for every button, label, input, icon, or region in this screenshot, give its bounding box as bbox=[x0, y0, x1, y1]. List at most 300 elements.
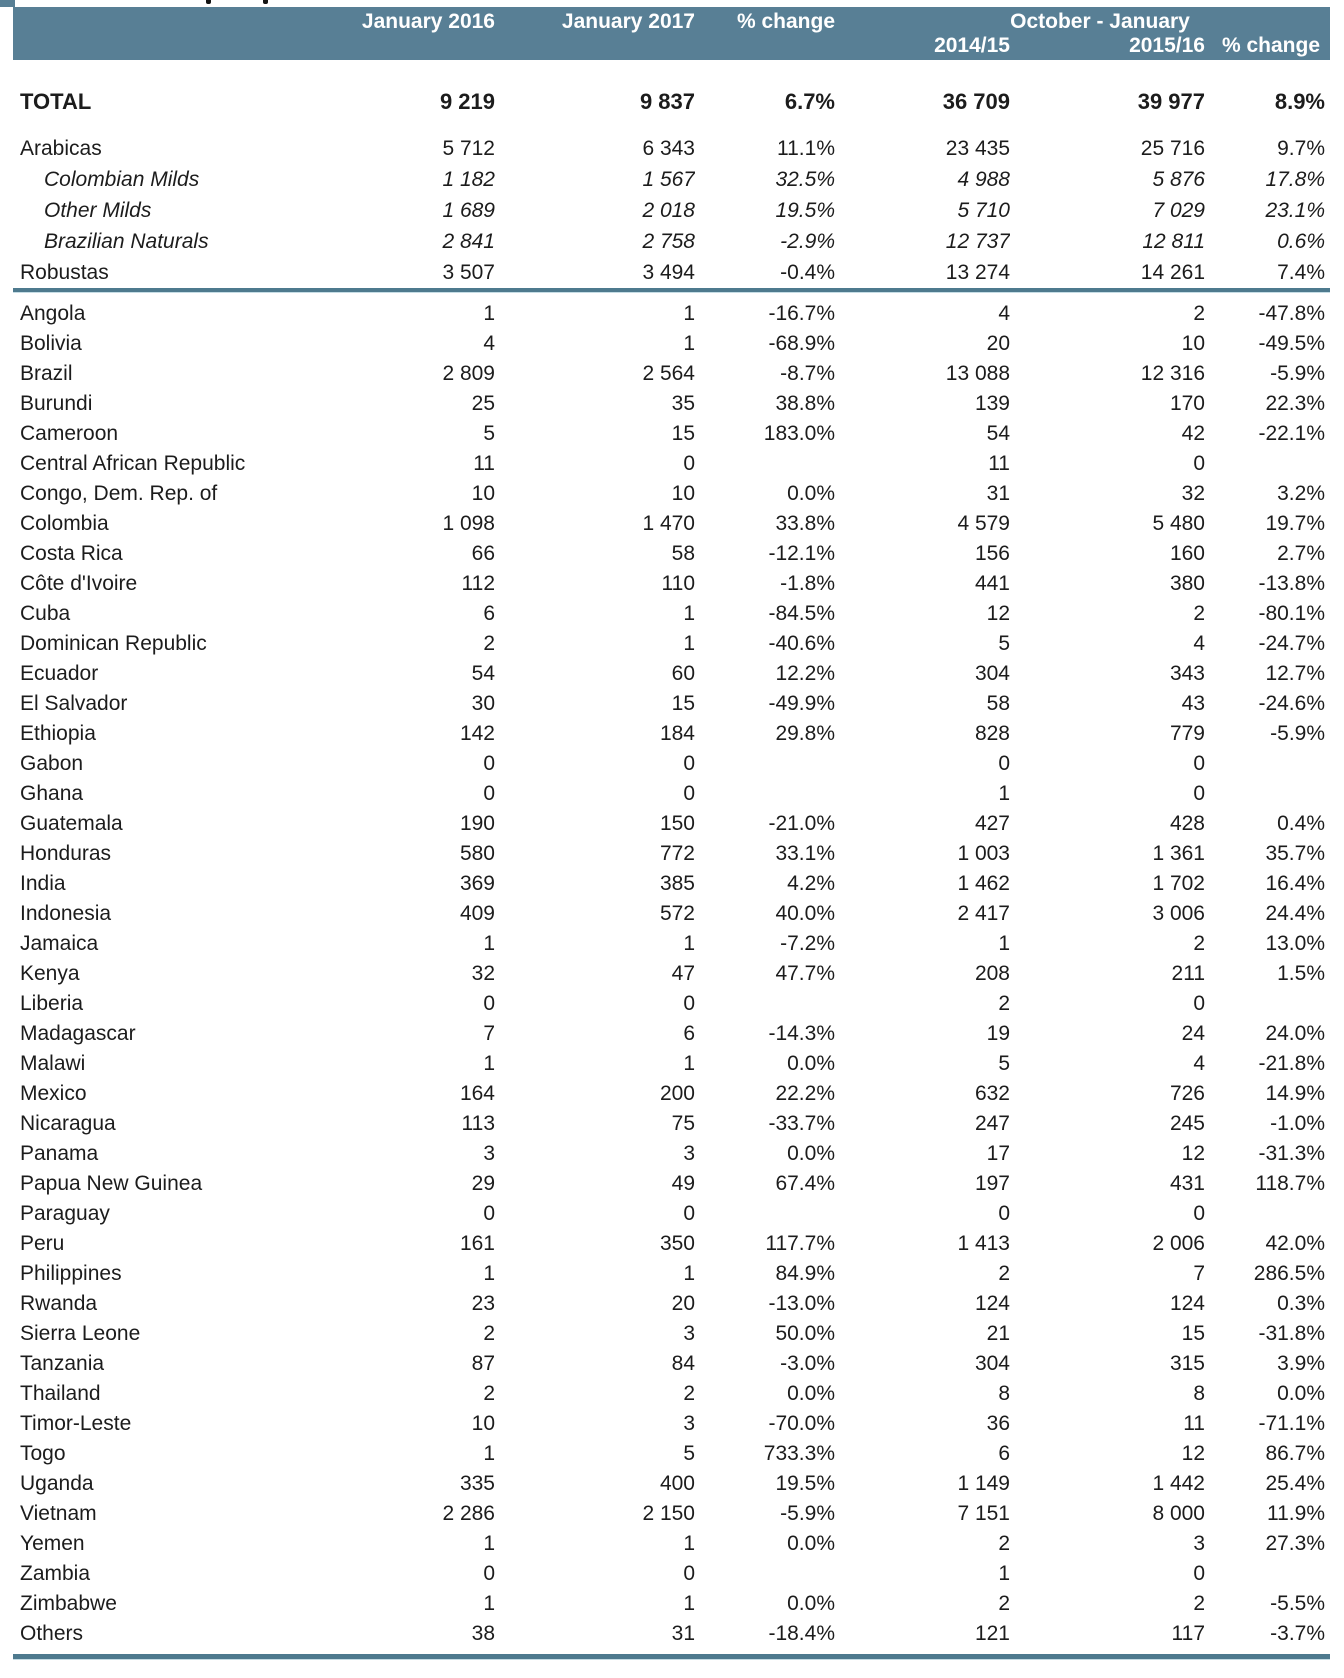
table-row bbox=[0, 1529, 1344, 1559]
table-row bbox=[0, 1319, 1344, 1349]
cell-jan-2017: 3 bbox=[683, 1322, 695, 1345]
cell-oct-jan-pct-change: 286.5% bbox=[1253, 1262, 1325, 1285]
cell-pct-change: 40.0% bbox=[775, 902, 835, 925]
cell-oct-jan-pct-change: 27.3% bbox=[1265, 1532, 1325, 1555]
cell-2014-15: 17 bbox=[986, 1142, 1010, 1165]
cell-pct-change: 33.8% bbox=[775, 512, 835, 535]
cell-oct-jan-pct-change bbox=[1205, 1199, 1325, 1229]
table-row bbox=[0, 359, 1344, 389]
row-label: Robustas bbox=[20, 261, 109, 284]
cell-jan-2017: 60 bbox=[671, 662, 695, 685]
cell-pct-change: -49.9% bbox=[768, 692, 835, 715]
cell-jan-2017: 0 bbox=[683, 992, 695, 1015]
cell-pct-change: -1.8% bbox=[780, 572, 835, 595]
table-row bbox=[0, 226, 1344, 257]
row-label: TOTAL bbox=[20, 89, 92, 114]
cell-jan-2017: 385 bbox=[659, 872, 695, 895]
row-label: Arabicas bbox=[20, 137, 102, 160]
cell-2015-16: 12 bbox=[1181, 1142, 1205, 1165]
cell-2015-16: 0 bbox=[1193, 992, 1205, 1015]
cell-2014-15: 4 988 bbox=[957, 168, 1010, 191]
cell-2014-15: 427 bbox=[974, 812, 1010, 835]
cell-jan-2016: 3 507 bbox=[442, 261, 495, 284]
row-label: Others bbox=[20, 1622, 84, 1645]
table-row bbox=[0, 329, 1344, 359]
cell-jan-2017: 35 bbox=[671, 392, 695, 415]
cell-pct-change bbox=[695, 779, 835, 809]
cell-2014-15: 1 003 bbox=[957, 842, 1010, 865]
cell-oct-jan-pct-change: 23.1% bbox=[1265, 199, 1325, 222]
cell-oct-jan-pct-change: 0.4% bbox=[1277, 812, 1325, 835]
cell-oct-jan-pct-change: -31.8% bbox=[1258, 1322, 1325, 1345]
cell-oct-jan-pct-change: 1.5% bbox=[1277, 962, 1325, 985]
row-label: Tanzania bbox=[20, 1352, 105, 1375]
cell-oct-jan-pct-change: 9.7% bbox=[1277, 137, 1325, 160]
cell-jan-2016: 2 bbox=[483, 632, 495, 655]
cell-2014-15: 58 bbox=[986, 692, 1010, 715]
table-row bbox=[0, 899, 1344, 929]
row-label: Timor-Leste bbox=[20, 1412, 132, 1435]
cell-oct-jan-pct-change bbox=[1205, 989, 1325, 1019]
row-label: Zambia bbox=[20, 1562, 91, 1585]
table-row bbox=[0, 1109, 1344, 1139]
header-2014-15: 2014/15 bbox=[934, 34, 1010, 57]
cell-2015-16: 0 bbox=[1193, 1202, 1205, 1225]
cell-2014-15: 0 bbox=[998, 1202, 1010, 1225]
header-october-january-group: October - January bbox=[1010, 10, 1190, 33]
cell-pct-change: -68.9% bbox=[768, 332, 835, 355]
table-row bbox=[0, 1019, 1344, 1049]
cell-jan-2016: 7 bbox=[483, 1022, 495, 1045]
cell-oct-jan-pct-change: 42.0% bbox=[1265, 1232, 1325, 1255]
cell-pct-change: 84.9% bbox=[775, 1262, 835, 1285]
header-january-2017: January 2017 bbox=[561, 10, 695, 33]
cell-2015-16: 428 bbox=[1169, 812, 1205, 835]
header-spacer bbox=[1205, 7, 1325, 36]
row-label: Liberia bbox=[20, 992, 84, 1015]
cell-pct-change bbox=[695, 749, 835, 779]
table-row bbox=[0, 449, 1344, 479]
table-row bbox=[0, 989, 1344, 1019]
cell-oct-jan-pct-change: 35.7% bbox=[1265, 842, 1325, 865]
cell-2014-15: 1 bbox=[998, 932, 1010, 955]
cell-jan-2016: 3 bbox=[483, 1142, 495, 1165]
row-label: Sierra Leone bbox=[20, 1322, 141, 1345]
cell-2015-16: 32 bbox=[1181, 482, 1205, 505]
cell-jan-2017: 2 bbox=[683, 1382, 695, 1405]
cell-oct-jan-pct-change: 17.8% bbox=[1265, 168, 1325, 191]
row-label: Malawi bbox=[20, 1052, 86, 1075]
cell-2015-16: 5 876 bbox=[1152, 168, 1205, 191]
cell-2014-15: 36 709 bbox=[942, 89, 1010, 114]
table-row bbox=[0, 599, 1344, 629]
table-row bbox=[0, 299, 1344, 329]
row-label: Brazil bbox=[20, 362, 73, 385]
cell-pct-change: -8.7% bbox=[780, 362, 835, 385]
cell-2015-16: 24 bbox=[1181, 1022, 1205, 1045]
cell-pct-change: 6.7% bbox=[784, 89, 835, 114]
cell-2014-15: 139 bbox=[974, 392, 1010, 415]
cell-2015-16: 2 bbox=[1193, 1592, 1205, 1615]
cell-oct-jan-pct-change bbox=[1205, 749, 1325, 779]
cell-jan-2016: 5 bbox=[483, 422, 495, 445]
table-row bbox=[0, 133, 1344, 164]
cell-jan-2016: 11 bbox=[473, 452, 495, 475]
table-row bbox=[0, 539, 1344, 569]
cell-oct-jan-pct-change: 12.7% bbox=[1265, 662, 1325, 685]
cell-pct-change: -18.4% bbox=[768, 1622, 835, 1645]
cell-pct-change: 0.0% bbox=[787, 482, 835, 505]
cell-2015-16: 4 bbox=[1193, 1052, 1205, 1075]
cell-pct-change: -13.0% bbox=[768, 1292, 835, 1315]
cell-jan-2016: 4 bbox=[483, 332, 495, 355]
cell-pct-change: -3.0% bbox=[780, 1352, 835, 1375]
table-row bbox=[0, 1559, 1344, 1589]
cell-2015-16: 0 bbox=[1193, 452, 1205, 475]
cell-2014-15: 156 bbox=[974, 542, 1010, 565]
table-row bbox=[0, 1229, 1344, 1259]
row-label: Yemen bbox=[20, 1532, 85, 1555]
cell-jan-2016: 23 bbox=[471, 1292, 495, 1315]
cropped-teal-fragment bbox=[0, 0, 15, 7]
row-label: Philippines bbox=[20, 1262, 122, 1285]
cell-pct-change: -7.2% bbox=[780, 932, 835, 955]
table-row bbox=[0, 164, 1344, 195]
cell-jan-2017: 350 bbox=[659, 1232, 695, 1255]
row-label: Other Milds bbox=[44, 199, 152, 222]
cell-pct-change bbox=[695, 1559, 835, 1589]
cell-2015-16: 3 bbox=[1193, 1532, 1205, 1555]
cell-jan-2016: 1 bbox=[483, 1592, 495, 1615]
cell-2015-16: 343 bbox=[1169, 662, 1205, 685]
cell-jan-2017: 3 bbox=[683, 1142, 695, 1165]
table-row bbox=[0, 1439, 1344, 1469]
cell-2014-15: 124 bbox=[974, 1292, 1010, 1315]
cell-2015-16: 39 977 bbox=[1137, 89, 1205, 114]
cell-2014-15: 13 088 bbox=[945, 362, 1010, 385]
total-section bbox=[0, 84, 1344, 120]
table-row bbox=[0, 509, 1344, 539]
cell-2015-16: 42 bbox=[1181, 422, 1205, 445]
cell-jan-2017: 9 837 bbox=[639, 89, 695, 114]
cell-2015-16: 4 bbox=[1193, 632, 1205, 655]
cell-jan-2016: 1 689 bbox=[442, 199, 495, 222]
cell-2015-16: 211 bbox=[1171, 962, 1205, 985]
cell-jan-2016: 10 bbox=[471, 1412, 495, 1435]
cell-oct-jan-pct-change: -3.7% bbox=[1270, 1622, 1325, 1645]
cell-2014-15: 121 bbox=[974, 1622, 1010, 1645]
cell-2014-15: 2 bbox=[998, 1262, 1010, 1285]
cell-jan-2016: 0 bbox=[483, 992, 495, 1015]
section-divider-highlight bbox=[13, 292, 1330, 293]
row-label: Angola bbox=[20, 302, 86, 325]
cell-pct-change: 50.0% bbox=[775, 1322, 835, 1345]
table-row bbox=[0, 839, 1344, 869]
cell-jan-2016: 29 bbox=[471, 1172, 495, 1195]
cell-oct-jan-pct-change: -24.7% bbox=[1258, 632, 1325, 655]
cell-pct-change: -84.5% bbox=[768, 602, 835, 625]
cell-jan-2017: 3 bbox=[683, 1412, 695, 1435]
cell-2014-15: 441 bbox=[974, 572, 1010, 595]
cell-pct-change: 0.0% bbox=[787, 1382, 835, 1405]
cell-jan-2017: 184 bbox=[659, 722, 695, 745]
table-row bbox=[0, 929, 1344, 959]
row-label: Gabon bbox=[20, 752, 84, 775]
cell-jan-2017: 1 bbox=[683, 932, 695, 955]
cell-pct-change: 32.5% bbox=[775, 168, 835, 191]
cell-2015-16: 12 811 bbox=[1142, 230, 1205, 253]
cell-oct-jan-pct-change: -13.8% bbox=[1258, 572, 1325, 595]
cell-jan-2017: 47 bbox=[671, 962, 695, 985]
cell-pct-change: 0.0% bbox=[787, 1142, 835, 1165]
cell-2015-16: 315 bbox=[1169, 1352, 1205, 1375]
row-label: Mexico bbox=[20, 1082, 87, 1105]
cell-2014-15: 2 bbox=[998, 992, 1010, 1015]
cell-jan-2016: 409 bbox=[459, 902, 495, 925]
cell-jan-2017: 1 bbox=[683, 1052, 695, 1075]
cell-jan-2017: 0 bbox=[683, 452, 695, 475]
table-row bbox=[0, 1139, 1344, 1169]
cell-pct-change: 19.5% bbox=[775, 199, 835, 222]
cell-2014-15: 5 bbox=[998, 1052, 1010, 1075]
cell-pct-change: 183.0% bbox=[763, 422, 835, 445]
cell-2014-15: 5 710 bbox=[957, 199, 1010, 222]
header-pct-change-oct-jan: % change bbox=[1221, 34, 1320, 57]
cell-2015-16: 2 bbox=[1193, 302, 1205, 325]
cell-2014-15: 197 bbox=[974, 1172, 1010, 1195]
cell-jan-2017: 1 470 bbox=[642, 512, 695, 535]
cell-2015-16: 726 bbox=[1169, 1082, 1205, 1105]
cell-pct-change: 12.2% bbox=[775, 662, 835, 685]
table-row bbox=[0, 1379, 1344, 1409]
table-row bbox=[0, 1409, 1344, 1439]
cell-jan-2016: 1 098 bbox=[442, 512, 495, 535]
cell-2014-15: 8 bbox=[998, 1382, 1010, 1405]
row-label: Dominican Republic bbox=[20, 632, 207, 655]
cell-2015-16: 0 bbox=[1193, 782, 1205, 805]
cell-2014-15: 2 bbox=[998, 1532, 1010, 1555]
cell-oct-jan-pct-change: 11.9% bbox=[1267, 1502, 1325, 1525]
cell-jan-2017: 572 bbox=[659, 902, 695, 925]
cell-2014-15: 1 bbox=[998, 1562, 1010, 1585]
cell-jan-2016: 1 bbox=[483, 1442, 495, 1465]
cell-jan-2016: 5 712 bbox=[442, 137, 495, 160]
cell-oct-jan-pct-change: 24.4% bbox=[1265, 902, 1325, 925]
cell-2015-16: 160 bbox=[1169, 542, 1205, 565]
cell-jan-2017: 58 bbox=[671, 542, 695, 565]
cell-2015-16: 11 bbox=[1183, 1412, 1205, 1435]
cell-2015-16: 12 bbox=[1181, 1442, 1205, 1465]
cell-pct-change: 47.7% bbox=[775, 962, 835, 985]
row-label: Rwanda bbox=[20, 1292, 98, 1315]
row-label: Ghana bbox=[20, 782, 84, 805]
cell-jan-2016: 112 bbox=[461, 572, 495, 595]
cell-2014-15: 304 bbox=[974, 1352, 1010, 1375]
cell-2014-15: 1 149 bbox=[957, 1472, 1010, 1495]
cell-2014-15: 632 bbox=[974, 1082, 1010, 1105]
row-label: El Salvador bbox=[20, 692, 128, 715]
cell-2014-15: 31 bbox=[986, 482, 1010, 505]
cell-jan-2016: 25 bbox=[471, 392, 495, 415]
cell-2014-15: 5 bbox=[998, 632, 1010, 655]
cell-oct-jan-pct-change: -31.3% bbox=[1258, 1142, 1325, 1165]
cell-jan-2017: 84 bbox=[671, 1352, 695, 1375]
cell-2014-15: 2 bbox=[998, 1592, 1010, 1615]
cell-pct-change: 29.8% bbox=[775, 722, 835, 745]
cell-jan-2016: 113 bbox=[461, 1112, 495, 1135]
table-row bbox=[0, 1289, 1344, 1319]
cell-pct-change: 33.1% bbox=[775, 842, 835, 865]
table-row bbox=[0, 1499, 1344, 1529]
cell-jan-2017: 0 bbox=[683, 1562, 695, 1585]
cell-jan-2016: 1 bbox=[483, 1052, 495, 1075]
cell-jan-2016: 0 bbox=[483, 782, 495, 805]
cell-jan-2016: 0 bbox=[483, 1562, 495, 1585]
cell-jan-2017: 1 bbox=[683, 332, 695, 355]
cell-pct-change: -40.6% bbox=[768, 632, 835, 655]
cell-2014-15: 21 bbox=[986, 1322, 1010, 1345]
cell-jan-2017: 150 bbox=[659, 812, 695, 835]
cell-jan-2016: 1 bbox=[483, 932, 495, 955]
cell-oct-jan-pct-change: -5.9% bbox=[1270, 362, 1325, 385]
cell-oct-jan-pct-change: 3.9% bbox=[1277, 1352, 1325, 1375]
cell-oct-jan-pct-change: 22.3% bbox=[1265, 392, 1325, 415]
cell-2015-16: 2 006 bbox=[1152, 1232, 1205, 1255]
cell-jan-2017: 1 567 bbox=[642, 168, 695, 191]
row-label: Zimbabwe bbox=[20, 1592, 117, 1615]
cell-2014-15: 54 bbox=[986, 422, 1010, 445]
cell-2014-15: 13 274 bbox=[945, 261, 1010, 284]
cell-jan-2016: 190 bbox=[459, 812, 495, 835]
cell-2015-16: 2 bbox=[1193, 602, 1205, 625]
cell-jan-2017: 1 bbox=[683, 602, 695, 625]
cell-pct-change: 733.3% bbox=[763, 1442, 835, 1465]
cell-pct-change: -5.9% bbox=[780, 1502, 835, 1525]
cell-jan-2016: 369 bbox=[459, 872, 495, 895]
cropped-title-strip bbox=[0, 0, 1344, 7]
cell-oct-jan-pct-change: -22.1% bbox=[1258, 422, 1325, 445]
cell-jan-2017: 15 bbox=[671, 422, 695, 445]
cell-jan-2017: 6 343 bbox=[642, 137, 695, 160]
cell-jan-2017: 200 bbox=[659, 1082, 695, 1105]
cell-jan-2016: 2 bbox=[483, 1322, 495, 1345]
cell-pct-change: 0.0% bbox=[787, 1532, 835, 1555]
cell-pct-change: -0.4% bbox=[780, 261, 835, 284]
cell-jan-2017: 2 018 bbox=[642, 199, 695, 222]
cell-jan-2017: 2 564 bbox=[642, 362, 695, 385]
cell-jan-2016: 9 219 bbox=[439, 89, 495, 114]
cell-jan-2016: 580 bbox=[459, 842, 495, 865]
cell-2014-15: 11 bbox=[988, 452, 1010, 475]
table-row bbox=[0, 257, 1344, 288]
cell-2014-15: 12 bbox=[986, 602, 1010, 625]
header-january-2016: January 2016 bbox=[361, 10, 495, 33]
cell-jan-2017: 0 bbox=[683, 782, 695, 805]
cell-pct-change: 38.8% bbox=[775, 392, 835, 415]
header-spacer bbox=[695, 34, 835, 60]
cell-2015-16: 3 006 bbox=[1152, 902, 1205, 925]
cell-oct-jan-pct-change: 8.9% bbox=[1274, 89, 1325, 114]
cell-jan-2017: 2 758 bbox=[642, 230, 695, 253]
cell-2015-16: 1 442 bbox=[1152, 1472, 1205, 1495]
table-row bbox=[0, 1049, 1344, 1079]
cell-2014-15: 828 bbox=[974, 722, 1010, 745]
cell-2014-15: 247 bbox=[974, 1112, 1010, 1135]
cell-oct-jan-pct-change: 24.0% bbox=[1265, 1022, 1325, 1045]
row-label: Burundi bbox=[20, 392, 93, 415]
cell-oct-jan-pct-change: -49.5% bbox=[1258, 332, 1325, 355]
table-header bbox=[13, 7, 1330, 60]
cell-jan-2017: 1 bbox=[683, 1532, 695, 1555]
cell-oct-jan-pct-change: -80.1% bbox=[1258, 602, 1325, 625]
cell-2014-15: 1 bbox=[998, 782, 1010, 805]
cell-2014-15: 7 151 bbox=[957, 1502, 1010, 1525]
row-label: Cuba bbox=[20, 602, 71, 625]
cell-pct-change: -21.0% bbox=[768, 812, 835, 835]
row-label: Nicaragua bbox=[20, 1112, 116, 1135]
cell-oct-jan-pct-change: 118.7% bbox=[1255, 1172, 1325, 1195]
cell-oct-jan-pct-change: 7.4% bbox=[1277, 261, 1325, 284]
cropped-letter-descender bbox=[206, 0, 211, 4]
header-spacer bbox=[13, 34, 330, 60]
cell-2015-16: 12 316 bbox=[1140, 362, 1205, 385]
row-label: Jamaica bbox=[20, 932, 99, 955]
cell-oct-jan-pct-change: 14.9% bbox=[1265, 1082, 1325, 1105]
row-label: Ethiopia bbox=[20, 722, 96, 745]
cell-jan-2016: 2 809 bbox=[442, 362, 495, 385]
cell-2014-15: 4 579 bbox=[957, 512, 1010, 535]
cell-oct-jan-pct-change: -71.1% bbox=[1258, 1412, 1325, 1435]
table-bottom-highlight bbox=[13, 1659, 1330, 1660]
table-row bbox=[0, 84, 1344, 120]
cell-jan-2016: 2 841 bbox=[442, 230, 495, 253]
cell-jan-2017: 49 bbox=[671, 1172, 695, 1195]
cell-jan-2016: 30 bbox=[471, 692, 495, 715]
cell-pct-change: 0.0% bbox=[787, 1592, 835, 1615]
cell-2014-15: 12 737 bbox=[945, 230, 1010, 253]
cell-jan-2017: 772 bbox=[659, 842, 695, 865]
cell-jan-2017: 3 494 bbox=[642, 261, 695, 284]
cell-jan-2017: 110 bbox=[661, 572, 695, 595]
cell-pct-change: 4.2% bbox=[787, 872, 835, 895]
header-spacer bbox=[495, 34, 695, 60]
cell-oct-jan-pct-change: 0.3% bbox=[1277, 1292, 1325, 1315]
cell-jan-2016: 0 bbox=[483, 1202, 495, 1225]
cell-jan-2016: 2 286 bbox=[442, 1502, 495, 1525]
row-label: Vietnam bbox=[20, 1502, 97, 1525]
row-label: Côte d'Ivoire bbox=[20, 572, 138, 595]
table-row bbox=[0, 389, 1344, 419]
table-row bbox=[0, 1349, 1344, 1379]
cell-jan-2016: 10 bbox=[471, 482, 495, 505]
cell-oct-jan-pct-change: 3.2% bbox=[1277, 482, 1325, 505]
row-label: Ecuador bbox=[20, 662, 99, 685]
cell-2014-15: 36 bbox=[986, 1412, 1010, 1435]
cell-jan-2016: 38 bbox=[471, 1622, 495, 1645]
row-label: Congo, Dem. Rep. of bbox=[20, 482, 218, 505]
cell-jan-2017: 15 bbox=[671, 692, 695, 715]
cell-2015-16: 25 716 bbox=[1140, 137, 1205, 160]
cell-oct-jan-pct-change: 2.7% bbox=[1277, 542, 1325, 565]
cell-jan-2016: 1 bbox=[483, 302, 495, 325]
country-rows-section bbox=[0, 299, 1344, 1649]
row-label: Madagascar bbox=[20, 1022, 136, 1045]
table-row bbox=[0, 1259, 1344, 1289]
cell-pct-change: 67.4% bbox=[775, 1172, 835, 1195]
cell-jan-2016: 32 bbox=[471, 962, 495, 985]
cell-jan-2017: 10 bbox=[671, 482, 695, 505]
cell-pct-change: 0.0% bbox=[787, 1052, 835, 1075]
